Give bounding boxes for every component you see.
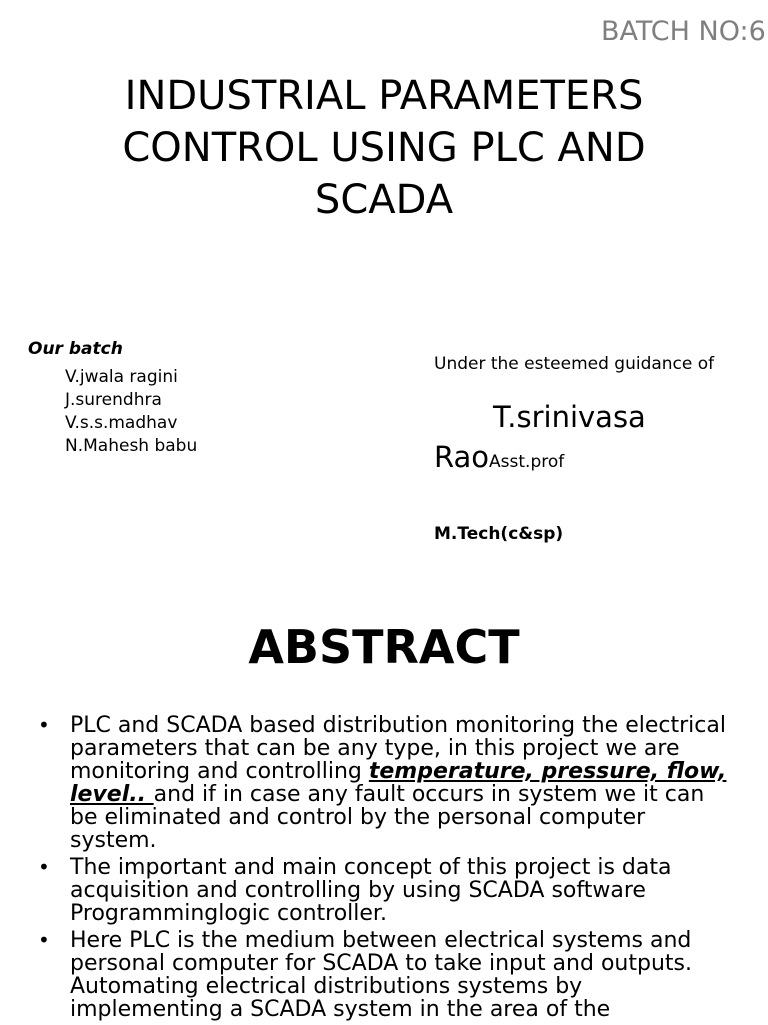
slide-title bbox=[0, 70, 768, 226]
batch-member: J.surendhra bbox=[65, 390, 162, 410]
slide-title-line-2: CONTROL USING PLC AND bbox=[122, 125, 646, 171]
slide-title-line-3: SCADA bbox=[314, 177, 454, 223]
abstract-text: PLC and SCADA based distribution monitoring the electrical parameters that can be any type, in this project we are monitoring and controlling bbox=[70, 713, 726, 784]
batch-number: BATCH NO:6 bbox=[601, 16, 766, 47]
batch-member: V.s.s.madhav bbox=[65, 413, 178, 433]
abstract-text: and if in case any fault occurs in system we it can be eliminated and control by the personal computer system. bbox=[70, 782, 705, 853]
batch-member: V.jwala ragini bbox=[65, 367, 178, 387]
batch-members-list bbox=[65, 366, 197, 458]
abstract-text: Here PLC is the medium between electrical systems and personal computer for SCADA to take input and outputs. Automating electrical distributions systems by implementing a SCADA system in the area of the bbox=[70, 928, 692, 1022]
abstract-heading: ABSTRACT bbox=[248, 620, 520, 674]
guide-qualification: M.Tech(c&sp) bbox=[434, 524, 564, 544]
guide-name-last: Rao bbox=[434, 440, 490, 474]
bullet-icon: • bbox=[38, 855, 50, 879]
batch-member: N.Mahesh babu bbox=[65, 436, 198, 456]
slide-title-line-1: INDUSTRIAL PARAMETERS bbox=[124, 73, 644, 119]
abstract-bullet-item bbox=[0, 714, 768, 852]
bullet-icon: • bbox=[38, 713, 50, 737]
abstract-text: The important and main concept of this project is data acquisition and controlling by using SCADA software Programminglogic controller. bbox=[70, 855, 672, 926]
guide-name-first: T.srinivasa bbox=[493, 400, 646, 434]
our-batch-heading: Our batch bbox=[28, 339, 123, 359]
abstract-emphasis: temperature, pressure, flow, level.. bbox=[70, 759, 727, 807]
abstract-bullet-list bbox=[0, 714, 768, 1025]
guide-name-last-line bbox=[434, 440, 564, 474]
guidance-intro: Under the esteemed guidance of bbox=[434, 354, 715, 374]
abstract-bullet-item bbox=[0, 929, 768, 1021]
bullet-icon: • bbox=[38, 928, 50, 952]
guide-designation: Asst.prof bbox=[489, 452, 565, 472]
abstract-bullet-item bbox=[0, 856, 768, 925]
